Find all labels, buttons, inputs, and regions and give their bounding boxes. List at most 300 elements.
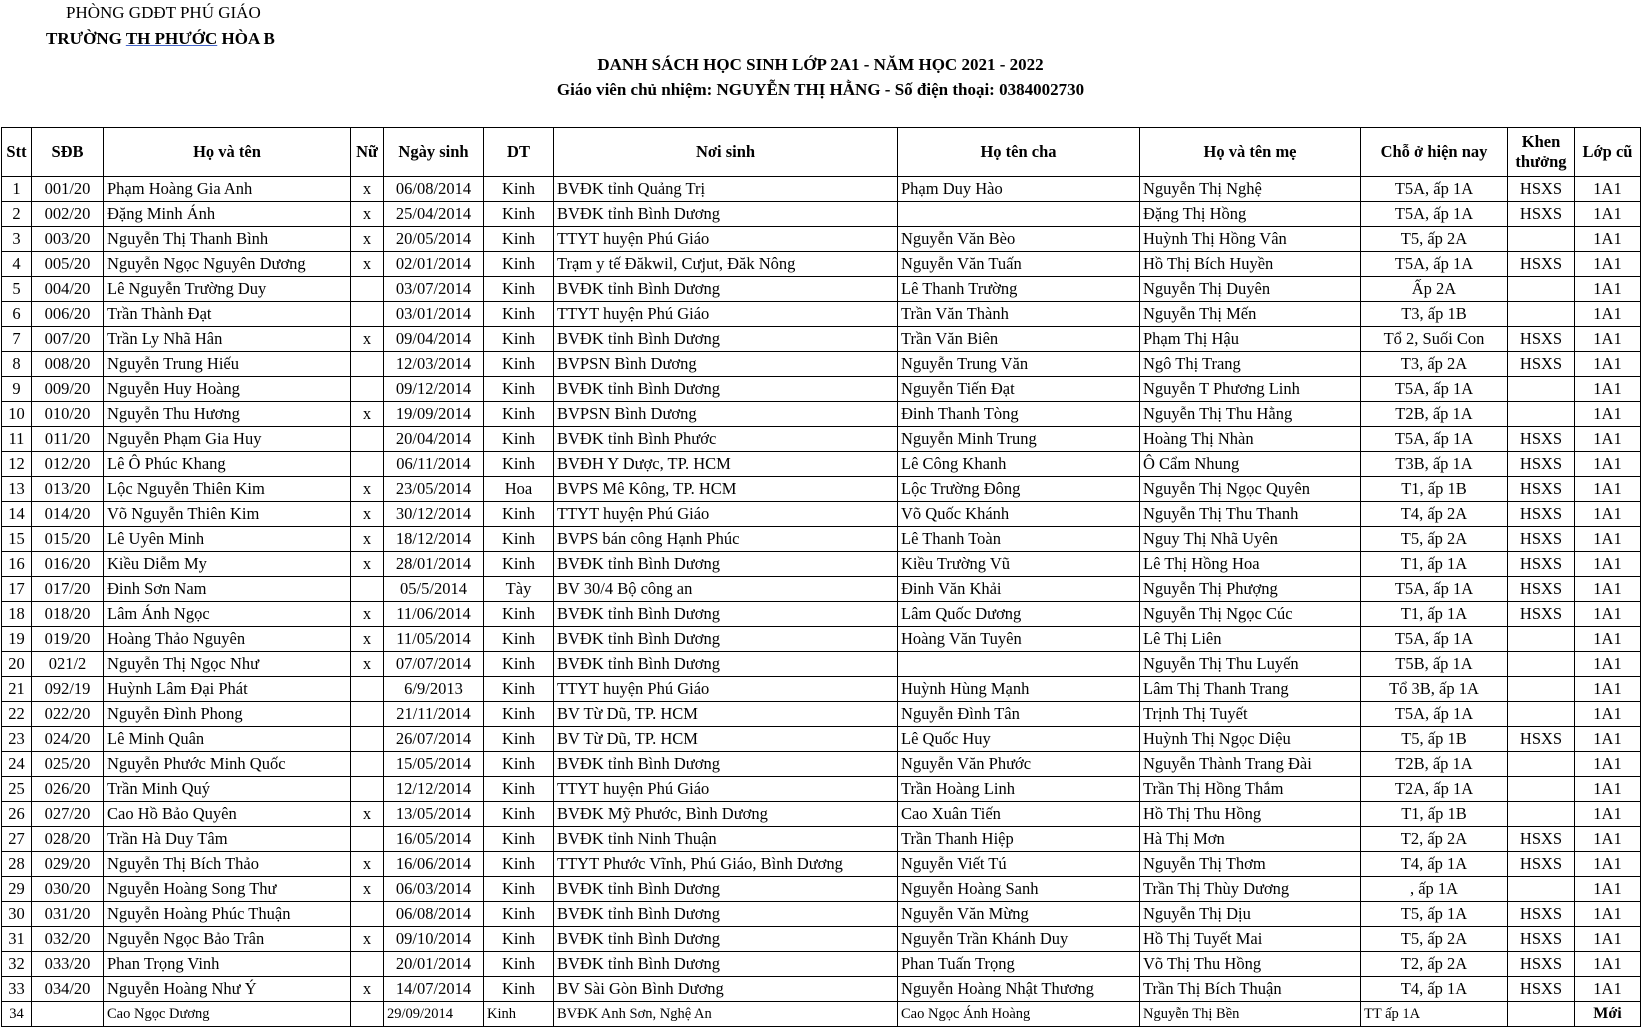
birthplace-cell: BVĐK tỉnh Bình Dương	[554, 652, 898, 677]
father-name-cell: Lâm Quốc Dương	[898, 602, 1140, 627]
father-name-cell: Cao Ngọc Ánh Hoàng	[898, 1002, 1140, 1027]
female-cell	[351, 952, 384, 977]
birth-date-cell: 6/9/2013	[384, 677, 484, 702]
previous-class-cell: 1A1	[1575, 702, 1641, 727]
female-cell	[351, 677, 384, 702]
student-name-cell: Lâm Ánh Ngọc	[104, 602, 351, 627]
previous-class-cell: 1A1	[1575, 627, 1641, 652]
award-cell: HSXS	[1508, 502, 1575, 527]
ethnicity-cell: Kinh	[484, 952, 554, 977]
sdb-cell: 001/20	[32, 177, 104, 202]
table-row	[2, 277, 1641, 302]
student-list-table	[1, 127, 1641, 1027]
sdb-cell: 030/20	[32, 877, 104, 902]
sdb-cell: 003/20	[32, 227, 104, 252]
stt-cell: 4	[2, 252, 32, 277]
female-cell: x	[351, 802, 384, 827]
sdb-cell: 004/20	[32, 277, 104, 302]
female-cell: x	[351, 977, 384, 1002]
stt-cell: 29	[2, 877, 32, 902]
previous-class-cell: 1A1	[1575, 927, 1641, 952]
col-header: Ngày sinh	[384, 128, 484, 177]
award-cell: HSXS	[1508, 252, 1575, 277]
residence-cell: T4, ấp 2A	[1361, 502, 1508, 527]
female-cell: x	[351, 252, 384, 277]
award-cell	[1508, 227, 1575, 252]
col-header: Họ và tên	[104, 128, 351, 177]
residence-cell: T1, ấp 1B	[1361, 802, 1508, 827]
birth-date-cell: 19/09/2014	[384, 402, 484, 427]
birthplace-cell: BV Từ Dũ, TP. HCM	[554, 702, 898, 727]
stt-cell: 34	[2, 1002, 32, 1027]
birth-date-cell: 13/05/2014	[384, 802, 484, 827]
residence-cell: T1, ấp 1A	[1361, 602, 1508, 627]
sdb-cell: 019/20	[32, 627, 104, 652]
father-name-cell: Lê Thanh Toàn	[898, 527, 1140, 552]
father-name-cell: Kiều Trường Vũ	[898, 552, 1140, 577]
previous-class-cell: 1A1	[1575, 602, 1641, 627]
stt-cell: 14	[2, 502, 32, 527]
female-cell	[351, 352, 384, 377]
table-row	[2, 352, 1641, 377]
father-name-cell: Trần Thanh Hiệp	[898, 827, 1140, 852]
female-cell	[351, 302, 384, 327]
award-cell	[1508, 402, 1575, 427]
previous-class-cell: 1A1	[1575, 802, 1641, 827]
previous-class-cell: 1A1	[1575, 502, 1641, 527]
residence-cell: T5A, ấp 1A	[1361, 427, 1508, 452]
birthplace-cell: BVĐK tỉnh Bình Dương	[554, 927, 898, 952]
female-cell: x	[351, 227, 384, 252]
table-row	[2, 477, 1641, 502]
table-row	[2, 752, 1641, 777]
ethnicity-cell: Kinh	[484, 527, 554, 552]
stt-cell: 19	[2, 627, 32, 652]
table-row	[2, 1002, 1641, 1027]
student-name-cell: Lê Nguyễn Trường Duy	[104, 277, 351, 302]
birthplace-cell: TTYT Phước Vĩnh, Phú Giáo, Bình Dương	[554, 852, 898, 877]
mother-name-cell: Hoàng Thị Nhàn	[1140, 427, 1361, 452]
birth-date-cell: 14/07/2014	[384, 977, 484, 1002]
stt-cell: 5	[2, 277, 32, 302]
sdb-cell: 025/20	[32, 752, 104, 777]
father-name-cell: Nguyễn Tiến Đạt	[898, 377, 1140, 402]
award-cell: HSXS	[1508, 827, 1575, 852]
col-header: Họ và tên mẹ	[1140, 128, 1361, 177]
table-row	[2, 902, 1641, 927]
birth-date-cell: 02/01/2014	[384, 252, 484, 277]
ethnicity-cell: Kinh	[484, 302, 554, 327]
stt-cell: 2	[2, 202, 32, 227]
table-header-row	[2, 128, 1641, 177]
father-name-cell: Đinh Thanh Tòng	[898, 402, 1140, 427]
table-row	[2, 952, 1641, 977]
stt-cell: 33	[2, 977, 32, 1002]
previous-class-cell: 1A1	[1575, 577, 1641, 602]
sdb-cell	[32, 1002, 104, 1027]
father-name-cell: Nguyễn Văn Bèo	[898, 227, 1140, 252]
student-name-cell: Nguyễn Đình Phong	[104, 702, 351, 727]
stt-cell: 28	[2, 852, 32, 877]
award-cell	[1508, 1002, 1575, 1027]
previous-class-cell: Mới	[1575, 1002, 1641, 1027]
stt-cell: 23	[2, 727, 32, 752]
birth-date-cell: 05/5/2014	[384, 577, 484, 602]
father-name-cell: Lê Công Khanh	[898, 452, 1140, 477]
previous-class-cell: 1A1	[1575, 877, 1641, 902]
award-cell	[1508, 627, 1575, 652]
student-name-cell: Kiều Diễm My	[104, 552, 351, 577]
father-name-cell: Nguyễn Đình Tân	[898, 702, 1140, 727]
birth-date-cell: 09/10/2014	[384, 927, 484, 952]
previous-class-cell: 1A1	[1575, 777, 1641, 802]
table-row	[2, 327, 1641, 352]
residence-cell: Tổ 3B, ấp 1A	[1361, 677, 1508, 702]
sdb-cell: 005/20	[32, 252, 104, 277]
student-name-cell: Phạm Hoàng Gia Anh	[104, 177, 351, 202]
table-row	[2, 377, 1641, 402]
student-name-cell: Huỳnh Lâm Đại Phát	[104, 677, 351, 702]
birthplace-cell: BVĐK tỉnh Bình Dương	[554, 552, 898, 577]
residence-cell: T5, ấp 1A	[1361, 902, 1508, 927]
mother-name-cell: Hồ Thị Tuyết Mai	[1140, 927, 1361, 952]
ethnicity-cell: Kinh	[484, 727, 554, 752]
mother-name-cell: Nguyễn Thị Ngọc Quyên	[1140, 477, 1361, 502]
table-row	[2, 877, 1641, 902]
mother-name-cell: Nguyễn Thị Thu Luyến	[1140, 652, 1361, 677]
department-name: PHÒNG GDĐT PHÚ GIÁO	[66, 3, 261, 22]
residence-cell: Ấp 2A	[1361, 277, 1508, 302]
mother-name-cell: Nguyễn Thị Bền	[1140, 1002, 1361, 1027]
female-cell: x	[351, 552, 384, 577]
female-cell: x	[351, 202, 384, 227]
sdb-cell: 018/20	[32, 602, 104, 627]
table-row	[2, 452, 1641, 477]
ethnicity-cell: Kinh	[484, 502, 554, 527]
previous-class-cell: 1A1	[1575, 377, 1641, 402]
stt-cell: 16	[2, 552, 32, 577]
ethnicity-cell: Hoa	[484, 477, 554, 502]
ethnicity-cell: Kinh	[484, 602, 554, 627]
residence-cell: Tổ 2, Suối Con	[1361, 327, 1508, 352]
table-row	[2, 177, 1641, 202]
document-title: DANH SÁCH HỌC SINH LỚP 2A1 - NĂM HỌC 2021 - 2022	[597, 55, 1044, 74]
birthplace-cell: BVPS bán công Hạnh Phúc	[554, 527, 898, 552]
previous-class-cell: 1A1	[1575, 202, 1641, 227]
previous-class-cell: 1A1	[1575, 677, 1641, 702]
female-cell	[351, 427, 384, 452]
residence-cell: T4, ấp 1A	[1361, 852, 1508, 877]
birthplace-cell: BVĐK tỉnh Bình Dương	[554, 752, 898, 777]
father-name-cell: Nguyễn Hoàng Nhật Thương	[898, 977, 1140, 1002]
award-cell: HSXS	[1508, 577, 1575, 602]
female-cell	[351, 777, 384, 802]
birthplace-cell: BV Sài Gòn Bình Dương	[554, 977, 898, 1002]
residence-cell: T5, ấp 2A	[1361, 927, 1508, 952]
previous-class-cell: 1A1	[1575, 277, 1641, 302]
mother-name-cell: Võ Thị Thu Hồng	[1140, 952, 1361, 977]
stt-cell: 25	[2, 777, 32, 802]
residence-cell: T1, ấp 1A	[1361, 552, 1508, 577]
stt-cell: 1	[2, 177, 32, 202]
sdb-cell: 012/20	[32, 452, 104, 477]
stt-cell: 7	[2, 327, 32, 352]
birth-date-cell: 07/07/2014	[384, 652, 484, 677]
ethnicity-cell: Kinh	[484, 977, 554, 1002]
stt-cell: 9	[2, 377, 32, 402]
birth-date-cell: 15/05/2014	[384, 752, 484, 777]
award-cell: HSXS	[1508, 852, 1575, 877]
birthplace-cell: BVĐK tỉnh Bình Dương	[554, 277, 898, 302]
award-cell: HSXS	[1508, 427, 1575, 452]
stt-cell: 10	[2, 402, 32, 427]
student-name-cell: Nguyễn Thu Hương	[104, 402, 351, 427]
ethnicity-cell: Kinh	[484, 827, 554, 852]
birth-date-cell: 12/03/2014	[384, 352, 484, 377]
student-name-cell: Cao Hồ Bảo Quyên	[104, 802, 351, 827]
student-name-cell: Nguyễn Thị Thanh Bình	[104, 227, 351, 252]
residence-cell: T5, ấp 2A	[1361, 527, 1508, 552]
table-row	[2, 302, 1641, 327]
sdb-cell: 007/20	[32, 327, 104, 352]
sdb-cell: 031/20	[32, 902, 104, 927]
ethnicity-cell: Kinh	[484, 877, 554, 902]
award-cell: HSXS	[1508, 327, 1575, 352]
father-name-cell: Võ Quốc Khánh	[898, 502, 1140, 527]
student-name-cell: Nguyễn Hoàng Song Thư	[104, 877, 351, 902]
previous-class-cell: 1A1	[1575, 752, 1641, 777]
female-cell	[351, 702, 384, 727]
residence-cell: T2B, ấp 1A	[1361, 752, 1508, 777]
residence-cell: T5A, ấp 1A	[1361, 377, 1508, 402]
ethnicity-cell: Kinh	[484, 352, 554, 377]
col-header: Chỗ ở hiện nay	[1361, 128, 1508, 177]
col-header: Khen thưởng	[1508, 128, 1575, 177]
birthplace-cell: BVĐK tỉnh Bình Dương	[554, 627, 898, 652]
birthplace-cell: BVĐK tỉnh Bình Dương	[554, 327, 898, 352]
table-row	[2, 652, 1641, 677]
birthplace-cell: BV Từ Dũ, TP. HCM	[554, 727, 898, 752]
female-cell	[351, 452, 384, 477]
mother-name-cell: Hồ Thị Thu Hồng	[1140, 802, 1361, 827]
student-name-cell: Võ Nguyễn Thiên Kim	[104, 502, 351, 527]
col-header: Stt	[2, 128, 32, 177]
previous-class-cell: 1A1	[1575, 902, 1641, 927]
birth-date-cell: 29/09/2014	[384, 1002, 484, 1027]
sdb-cell: 026/20	[32, 777, 104, 802]
ethnicity-cell: Kinh	[484, 652, 554, 677]
table-row	[2, 852, 1641, 877]
sdb-cell: 024/20	[32, 727, 104, 752]
female-cell: x	[351, 877, 384, 902]
table-row	[2, 802, 1641, 827]
birthplace-cell: BVĐK tỉnh Bình Phước	[554, 427, 898, 452]
student-name-cell: Nguyễn Ngọc Bảo Trân	[104, 927, 351, 952]
award-cell: HSXS	[1508, 602, 1575, 627]
stt-cell: 27	[2, 827, 32, 852]
previous-class-cell: 1A1	[1575, 527, 1641, 552]
mother-name-cell: Lâm Thị Thanh Trang	[1140, 677, 1361, 702]
residence-cell: T2B, ấp 1A	[1361, 402, 1508, 427]
mother-name-cell: Hà Thị Mơn	[1140, 827, 1361, 852]
birthplace-cell: TTYT huyện Phú Giáo	[554, 677, 898, 702]
birth-date-cell: 09/04/2014	[384, 327, 484, 352]
ethnicity-cell: Kinh	[484, 552, 554, 577]
birthplace-cell: TTYT huyện Phú Giáo	[554, 302, 898, 327]
award-cell	[1508, 702, 1575, 727]
ethnicity-cell: Kinh	[484, 702, 554, 727]
stt-cell: 18	[2, 602, 32, 627]
table-row	[2, 727, 1641, 752]
homeroom-teacher-line: Giáo viên chủ nhiệm: NGUYỄN THỊ HẰNG - Số điện thoại: 0384002730	[556, 80, 1085, 99]
award-cell: HSXS	[1508, 952, 1575, 977]
award-cell: HSXS	[1508, 177, 1575, 202]
student-name-cell: Nguyễn Huy Hoàng	[104, 377, 351, 402]
female-cell	[351, 902, 384, 927]
award-cell: HSXS	[1508, 927, 1575, 952]
sdb-cell: 008/20	[32, 352, 104, 377]
award-cell: HSXS	[1508, 202, 1575, 227]
mother-name-cell: Phạm Thị Hậu	[1140, 327, 1361, 352]
student-name-cell: Lê Ô Phúc Khang	[104, 452, 351, 477]
residence-cell: T1, ấp 1B	[1361, 477, 1508, 502]
stt-cell: 31	[2, 927, 32, 952]
award-cell	[1508, 877, 1575, 902]
mother-name-cell: Huỳnh Thị Ngọc Diệu	[1140, 727, 1361, 752]
mother-name-cell: Nguyễn Thị Duyên	[1140, 277, 1361, 302]
student-name-cell: Đinh Sơn Nam	[104, 577, 351, 602]
school-name	[46, 29, 275, 49]
sdb-cell: 011/20	[32, 427, 104, 452]
table-row	[2, 627, 1641, 652]
award-cell	[1508, 302, 1575, 327]
ethnicity-cell: Kinh	[484, 377, 554, 402]
residence-cell: T2, ấp 2A	[1361, 827, 1508, 852]
table-row	[2, 527, 1641, 552]
female-cell	[351, 752, 384, 777]
birth-date-cell: 23/05/2014	[384, 477, 484, 502]
birth-date-cell: 25/04/2014	[384, 202, 484, 227]
col-header: Nữ	[351, 128, 384, 177]
stt-cell: 15	[2, 527, 32, 552]
residence-cell: TT ấp 1A	[1361, 1002, 1508, 1027]
residence-cell: T5, ấp 2A	[1361, 227, 1508, 252]
previous-class-cell: 1A1	[1575, 252, 1641, 277]
female-cell: x	[351, 477, 384, 502]
stt-cell: 26	[2, 802, 32, 827]
student-name-cell: Lộc Nguyễn Thiên Kim	[104, 477, 351, 502]
table-row	[2, 252, 1641, 277]
father-name-cell: Nguyễn Minh Trung	[898, 427, 1140, 452]
birth-date-cell: 06/11/2014	[384, 452, 484, 477]
student-name-cell: Cao Ngọc Dương	[104, 1002, 351, 1027]
sdb-cell: 029/20	[32, 852, 104, 877]
ethnicity-cell: Kinh	[484, 802, 554, 827]
sdb-cell: 006/20	[32, 302, 104, 327]
female-cell: x	[351, 327, 384, 352]
table-row	[2, 427, 1641, 452]
previous-class-cell: 1A1	[1575, 827, 1641, 852]
birthplace-cell: TTYT huyện Phú Giáo	[554, 777, 898, 802]
ethnicity-cell: Kinh	[484, 327, 554, 352]
birth-date-cell: 06/08/2014	[384, 177, 484, 202]
sdb-cell: 014/20	[32, 502, 104, 527]
mother-name-cell: Nguyễn Thị Ngọc Cúc	[1140, 602, 1361, 627]
female-cell	[351, 827, 384, 852]
award-cell: HSXS	[1508, 452, 1575, 477]
birth-date-cell: 12/12/2014	[384, 777, 484, 802]
father-name-cell: Đinh Văn Khải	[898, 577, 1140, 602]
sdb-cell: 013/20	[32, 477, 104, 502]
table-row	[2, 827, 1641, 852]
birthplace-cell: BVĐK tỉnh Bình Dương	[554, 377, 898, 402]
sdb-cell: 016/20	[32, 552, 104, 577]
award-cell: HSXS	[1508, 902, 1575, 927]
ethnicity-cell: Kinh	[484, 777, 554, 802]
previous-class-cell: 1A1	[1575, 402, 1641, 427]
female-cell: x	[351, 602, 384, 627]
birth-date-cell: 28/01/2014	[384, 552, 484, 577]
mother-name-cell: Trần Thị Bích Thuận	[1140, 977, 1361, 1002]
female-cell	[351, 727, 384, 752]
ethnicity-cell: Kinh	[484, 427, 554, 452]
birth-date-cell: 06/08/2014	[384, 902, 484, 927]
birth-date-cell: 21/11/2014	[384, 702, 484, 727]
stt-cell: 20	[2, 652, 32, 677]
sdb-cell: 027/20	[32, 802, 104, 827]
table-row	[2, 502, 1641, 527]
birth-date-cell: 16/06/2014	[384, 852, 484, 877]
residence-cell: T5B, ấp 1A	[1361, 652, 1508, 677]
mother-name-cell: Nguyễn Thị Thơm	[1140, 852, 1361, 877]
award-cell: HSXS	[1508, 552, 1575, 577]
residence-cell: T5A, ấp 1A	[1361, 627, 1508, 652]
mother-name-cell: Nguyễn Thị Nghệ	[1140, 177, 1361, 202]
table-row	[2, 577, 1641, 602]
stt-cell: 21	[2, 677, 32, 702]
mother-name-cell: Nguyễn Thị Mến	[1140, 302, 1361, 327]
birthplace-cell: BVĐK Mỹ Phước, Bình Dương	[554, 802, 898, 827]
table-row	[2, 777, 1641, 802]
stt-cell: 22	[2, 702, 32, 727]
previous-class-cell: 1A1	[1575, 977, 1641, 1002]
female-cell: x	[351, 177, 384, 202]
female-cell: x	[351, 652, 384, 677]
sdb-cell: 032/20	[32, 927, 104, 952]
student-name-cell: Nguyễn Trung Hiếu	[104, 352, 351, 377]
father-name-cell: Trần Văn Biên	[898, 327, 1140, 352]
residence-cell: T3B, ấp 1A	[1361, 452, 1508, 477]
mother-name-cell: Hồ Thị Bích Huyền	[1140, 252, 1361, 277]
sdb-cell: 028/20	[32, 827, 104, 852]
mother-name-cell: Nguyễn T Phương Linh	[1140, 377, 1361, 402]
mother-name-cell: Nguyễn Thị Dịu	[1140, 902, 1361, 927]
col-header: DT	[484, 128, 554, 177]
father-name-cell: Huỳnh Hùng Mạnh	[898, 677, 1140, 702]
sdb-cell: 034/20	[32, 977, 104, 1002]
student-name-cell: Đặng Minh Ánh	[104, 202, 351, 227]
student-name-cell: Trần Minh Quý	[104, 777, 351, 802]
student-name-cell: Nguyễn Thị Bích Thảo	[104, 852, 351, 877]
birthplace-cell: BVPS Mê Kông, TP. HCM	[554, 477, 898, 502]
ethnicity-cell: Kinh	[484, 202, 554, 227]
father-name-cell: Nguyễn Văn Mừng	[898, 902, 1140, 927]
previous-class-cell: 1A1	[1575, 352, 1641, 377]
birthplace-cell: BVĐK tỉnh Ninh Thuận	[554, 827, 898, 852]
previous-class-cell: 1A1	[1575, 452, 1641, 477]
previous-class-cell: 1A1	[1575, 177, 1641, 202]
birth-date-cell: 03/01/2014	[384, 302, 484, 327]
